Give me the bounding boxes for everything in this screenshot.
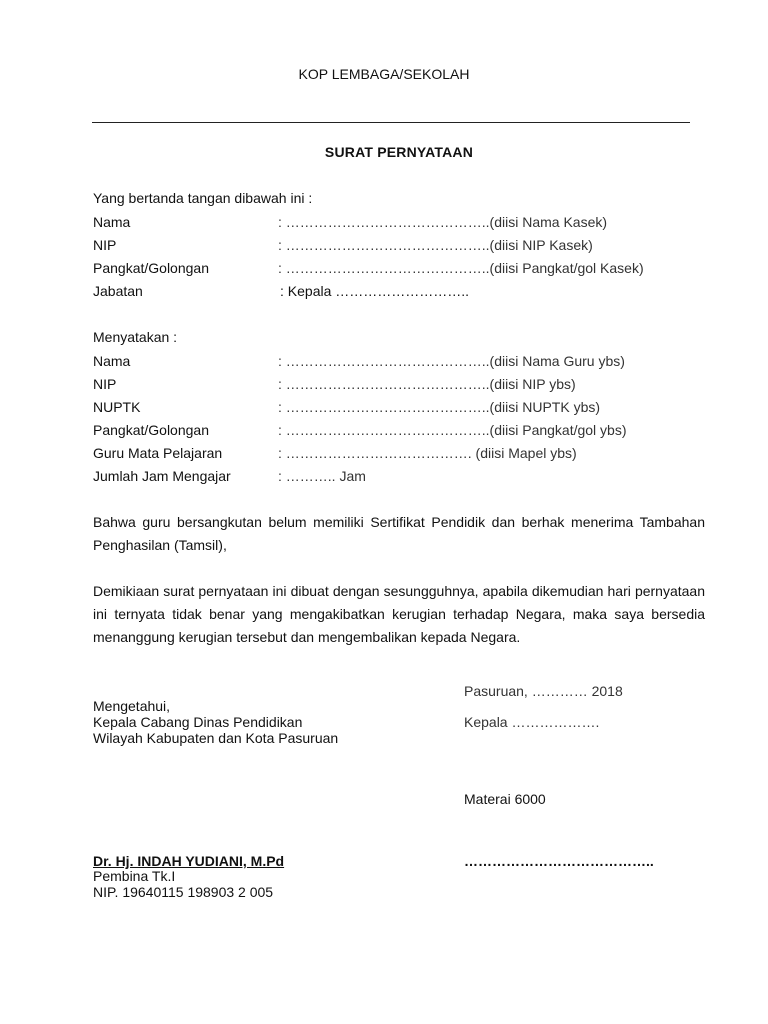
field-value: : Kepala ……………………….. [280,283,470,299]
field-value: : …………………………………. (diisi Mapel ybs) [278,445,577,461]
field-label: Guru Mata Pelajaran [93,445,223,461]
acknowledged-label: Mengetahui, [93,698,171,714]
document-title: SURAT PERNYATAAN [324,144,474,160]
field-label: Jumlah Jam Mengajar [93,468,231,484]
field-label: Nama [93,214,131,230]
field-label: NIP [93,237,117,253]
closing-paragraph: Demikiaan surat pernyataan ini dibuat dengan sesungguhnya, apabila dikemudian hari pernyataan ini ternyata tidak benar yang mengakibatkan kerugian terhadap Negara, maka saya bersedia menanggung kerugian tersebut dan mengembalikan kepada Negara. [93,583,705,645]
letterhead-placeholder: KOP LEMBAGA/SEKOLAH [298,66,470,82]
field-label: NIP [93,376,117,392]
office-line-1: Kepala Cabang Dinas Pendidikan [93,714,303,730]
principal-name-line: ………………………………….. [464,853,654,869]
field-value: : ……………………………………..(diisi Pangkat/gol ybs) [278,422,627,438]
field-label: Nama [93,353,131,369]
place-date: Pasuruan, ………… 2018 [464,683,623,699]
official-nip: NIP. 19640115 198903 2 005 [93,884,274,900]
field-value: : ……………………………………..(diisi NIP Kasek) [278,237,593,253]
official-name: Dr. Hj. INDAH YUDIANI, M.Pd [93,853,285,869]
official-rank: Pembina Tk.I [93,868,176,884]
stamp-duty-note: Materai 6000 [464,791,546,807]
field-label: NUPTK [93,399,141,415]
office-line-2: Wilayah Kabupaten dan Kota Pasuruan [93,730,339,746]
field-value: : ……………………………………..(diisi NUPTK ybs) [278,399,601,415]
field-label: Jabatan [93,283,143,299]
field-value: : ……….. Jam [278,468,366,484]
field-value: : ……………………………………..(diisi Nama Guru ybs) [278,353,625,369]
field-label: Pangkat/Golongan [93,422,209,438]
intro-text: Yang bertanda tangan dibawah ini : [93,190,313,206]
field-label: Pangkat/Golongan [93,260,209,276]
field-value: : ……………………………………..(diisi Pangkat/gol Kasek) [278,260,644,276]
header-divider [92,122,690,123]
field-value: : ……………………………………..(diisi NIP ybs) [278,376,576,392]
principal-position: Kepala ………………. [464,714,600,730]
statement-paragraph: Bahwa guru bersangkutan belum memiliki Sertifikat Pendidik dan berhak menerima Tambahan Penghasilan (Tamsil), [93,514,705,553]
field-value: : ……………………………………..(diisi Nama Kasek) [278,214,608,230]
states-label: Menyatakan : [93,329,178,345]
